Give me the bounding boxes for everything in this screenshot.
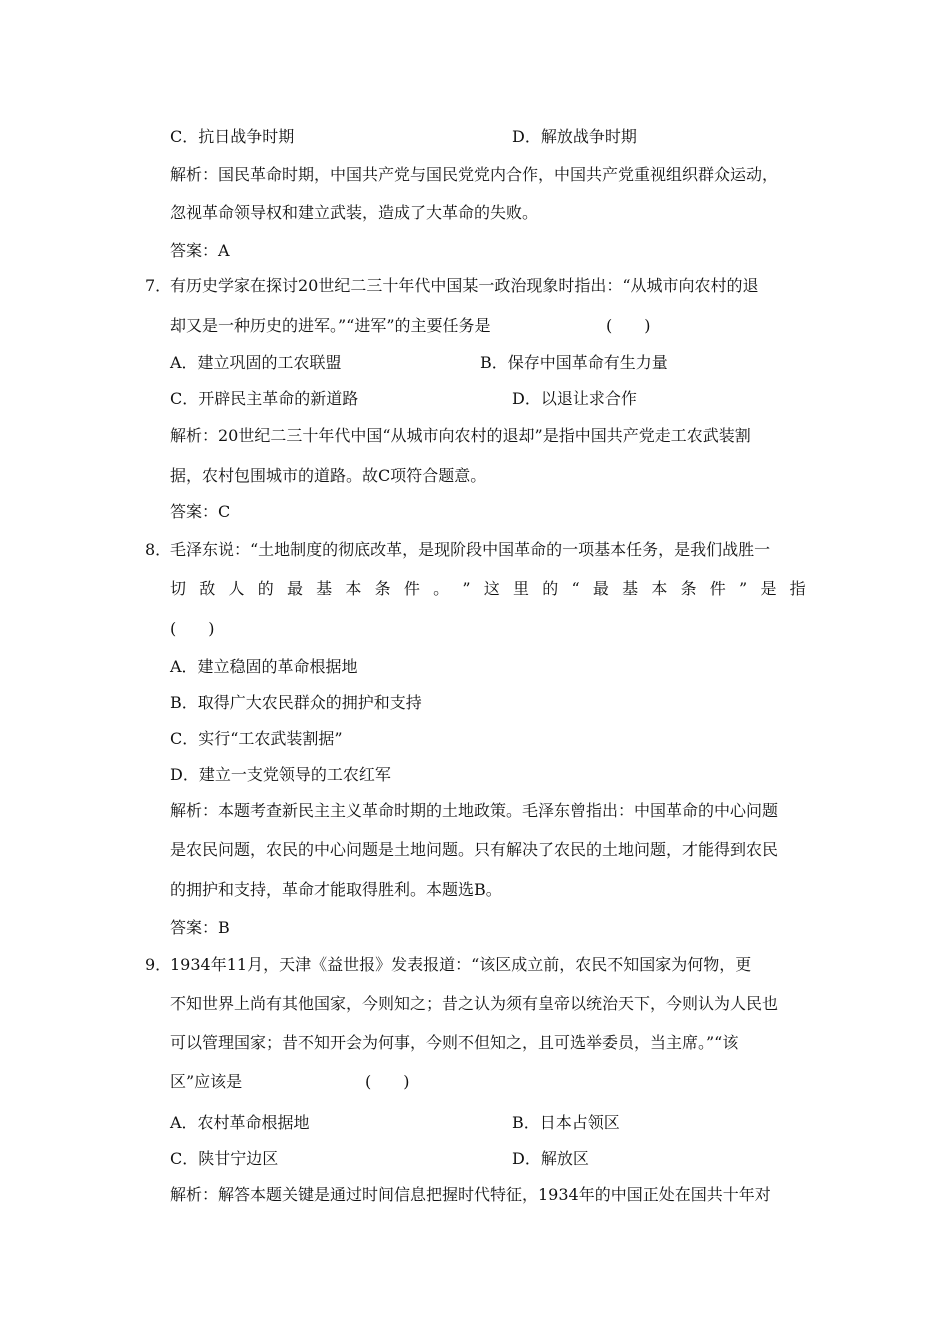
option-d: D．建立一支党领导的工农红军: [170, 765, 391, 784]
question-number: 7．: [145, 276, 172, 295]
option-c: C．陕甘宁边区: [170, 1149, 279, 1168]
stem-char: 件: [709, 579, 726, 598]
stem-char: 。: [433, 579, 450, 598]
question-stem: 1934年11月，天津《益世报》发表报道：“该区成立前，农民不知国家为何物，更: [170, 955, 752, 974]
answer: 答案：C: [170, 502, 231, 521]
question-stem: 却又是一种历史的进军。”“进军”的主要任务是: [170, 316, 491, 335]
question-stem: 有历史学家在探讨20世纪二三十年代中国某一政治现象时指出：“从城市向农村的退: [170, 276, 759, 295]
answer-paren: ( ): [365, 1072, 410, 1091]
option-a: A．建立稳固的革命根据地: [170, 657, 358, 676]
question-stem: 可以管理国家；昔不知开会为何事，今则不但知之，且可选举委员，当主席。”“该: [170, 1033, 739, 1052]
answer: 答案：B: [170, 918, 230, 937]
stem-char: 基: [622, 579, 639, 598]
stem-char: ”: [462, 579, 471, 598]
option-d: D．解放区: [512, 1149, 589, 1168]
stem-char: 里: [512, 579, 529, 598]
question-stem: 毛泽东说：“土地制度的彻底改革，是现阶段中国革命的一项基本任务，是我们战胜一: [170, 540, 771, 559]
option-a: A．农村革命根据地: [170, 1113, 310, 1132]
stem-char: 条: [680, 579, 697, 598]
option-a: A．建立巩固的工农联盟: [170, 353, 342, 372]
question-number: 8．: [145, 540, 172, 559]
analysis-line: 解析：国民革命时期，中国共产党与国民党党内合作，中国共产党重视组织群众运动，: [170, 165, 779, 184]
stem-char: “: [571, 579, 580, 598]
option-c: C．抗日战争时期: [170, 127, 295, 146]
question-stem: 不知世界上尚有其他国家，今则知之；昔之认为须有皇帝以统治天下，今则认为人民也: [170, 994, 779, 1013]
option-b: B．取得广大农民群众的拥护和支持: [170, 693, 422, 712]
stem-char: 指: [789, 579, 806, 598]
answer: 答案：A: [170, 241, 230, 260]
stem-char: 条: [374, 579, 391, 598]
analysis-line: 忽视革命领导权和建立武装，造成了大革命的失败。: [170, 203, 539, 222]
stem-char: 人: [228, 579, 245, 598]
option-d: D．解放战争时期: [512, 127, 637, 146]
stem-char: 切: [170, 579, 187, 598]
stem-char: 的: [257, 579, 274, 598]
question-stem-justified: [170, 579, 806, 599]
stem-char: 本: [651, 579, 668, 598]
analysis-line: 解析：20世纪二三十年代中国“从城市向农村的退却”是指中国共产党走工农武装割: [170, 426, 751, 445]
stem-char: 基: [316, 579, 333, 598]
stem-char: 件: [403, 579, 420, 598]
analysis-line: 解析：本题考查新民主主义革命时期的土地政策。毛泽东曾指出：中国革命的中心问题: [170, 801, 779, 820]
option-d: D．以退让求合作: [512, 389, 637, 408]
option-b: B．日本占领区: [512, 1113, 620, 1132]
answer-paren: ( ): [606, 316, 651, 335]
stem-char: 这: [483, 579, 500, 598]
stem-char: 本: [345, 579, 362, 598]
stem-char: 最: [592, 579, 609, 598]
question-number: 9．: [145, 955, 172, 974]
analysis-line: 解析：解答本题关键是通过时间信息把握时代特征，1934年的中国正处在国共十年对: [170, 1185, 771, 1204]
stem-char: 是: [760, 579, 777, 598]
stem-char: ”: [739, 579, 748, 598]
answer-paren: ( ): [170, 619, 215, 638]
stem-char: 最: [286, 579, 303, 598]
stem-char: 敌: [199, 579, 216, 598]
stem-char: 的: [542, 579, 559, 598]
option-b: B．保存中国革命有生力量: [480, 353, 668, 372]
analysis-line: 的拥护和支持，革命才能取得胜利。本题选B。: [170, 880, 502, 899]
analysis-line: 据，农村包围城市的道路。故C项符合题意。: [170, 466, 487, 485]
option-c: C．开辟民主革命的新道路: [170, 389, 359, 408]
option-c: C．实行“工农武装割据”: [170, 729, 343, 748]
question-stem: 区”应该是: [170, 1072, 243, 1091]
analysis-line: 是农民问题，农民的中心问题是土地问题。只有解决了农民的土地问题，才能得到农民: [170, 840, 779, 859]
